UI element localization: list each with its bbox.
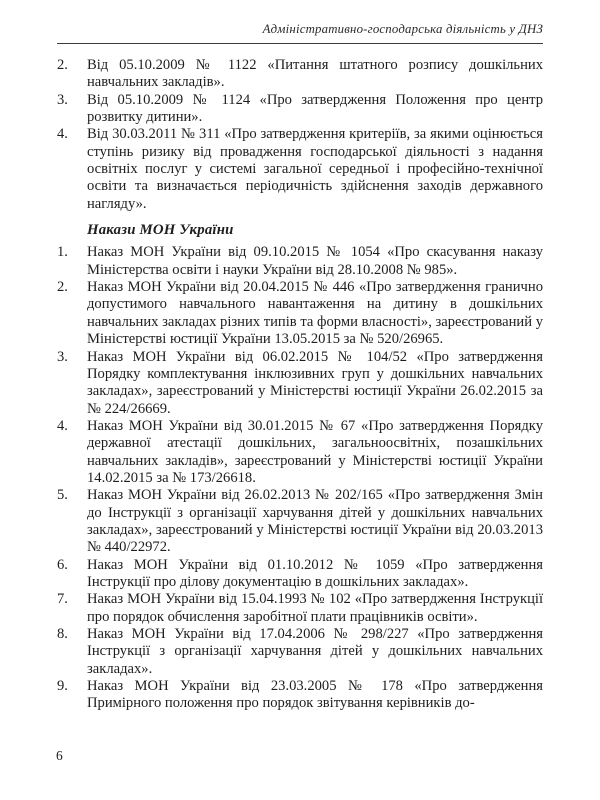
- list-item-text: Наказ МОН України від 09.10.2015 № 1054 «Про скасування наказу Міністерства освіти і науки України від 28.10.2008 № 985».: [87, 244, 543, 278]
- list-item-number: 6.: [57, 556, 68, 573]
- list-item: [57, 557, 543, 592]
- list-item-number: 2.: [57, 279, 68, 296]
- list-item: [57, 279, 543, 348]
- list-item: [57, 244, 543, 279]
- list-item-text: Наказ МОН України від 01.10.2012 № 1059 «Про затвердження Інструкції про ділову документацію в дошкільних закладах».: [87, 556, 543, 590]
- list-item-number: 3.: [57, 348, 68, 365]
- list-item-text: Наказ МОН України від 06.02.2015 № 104/52 «Про затвердження Порядку комплектування інклюзивних груп у дошкільних навчальних закладах», зареєстрований у Міністерстві юстиції України 26.02.2015 за № 224/26669.: [87, 348, 543, 417]
- list-item-text: Наказ МОН України від 26.02.2013 № 202/165 «Про затвердження Змін до Інструкції з організації харчування дітей у дошкільних навчальних закладах», зареєстрований у Міністерстві юстиції України від 20.03.2013 № 440/22972.: [87, 487, 543, 556]
- list-item-text: Від 30.03.2011 № 311 «Про затвердження критеріїв, за якими оцінюється ступінь ризику від провадження господарської діяльності з надання освітніх послуг у системі загальної середньої і професійно-технічної освіти та визначається періодичність здійснення заходів державного нагляду».: [87, 126, 543, 212]
- list-item: [57, 678, 543, 713]
- list-item-text: Наказ МОН України від 20.04.2015 № 446 «Про затвердження гранично допустимого навчального навантаження на дитину в дошкільних навчальних закладах різних типів та форми власності», зареєстрований у Міністерстві юстиції України 13.05.2015 за № 520/26965.: [87, 279, 543, 348]
- list-item-number: 8.: [57, 626, 68, 642]
- list-item-number: 3.: [57, 91, 68, 108]
- list-item: [57, 349, 543, 418]
- list-item: [57, 418, 543, 487]
- list-item-text: Від 05.10.2009 № 1124 «Про затвердження Положення про центр розвитку дитини».: [87, 91, 543, 126]
- orders-continued-list: [57, 57, 543, 213]
- list-item-text: Наказ МОН України від 15.04.1993 № 102 «Про затвердження Інструкції про порядок обчислення заробітної плати працівників освіти».: [87, 591, 543, 625]
- list-item: [57, 92, 543, 127]
- list-item: [57, 126, 543, 213]
- list-item-number: 7.: [57, 591, 68, 608]
- list-item-text: Наказ МОН України від 23.03.2005 № 178 «Про затвердження Примірного положення про порядок звітування керівників до-: [87, 678, 543, 712]
- list-item-text: Наказ МОН України від 30.01.2015 № 67 «Про затвердження Порядку державної атестації дошкільних, загальноосвітніх, позашкільних навчальних закладів», зареєстрований у Міністерстві юстиції України 14.02.2015 за № 173/26618.: [87, 417, 543, 486]
- list-item-number: 5.: [57, 487, 68, 504]
- running-header: [57, 22, 543, 37]
- list-item-text: Наказ МОН України від 17.04.2006 № 298/227 «Про затвердження Інструкції з організації харчування дітей у дошкільних навчальних закладах».: [87, 626, 543, 677]
- mon-orders-list: [57, 244, 543, 712]
- list-item: [57, 591, 543, 626]
- section-heading: Накази МОН України: [87, 222, 234, 239]
- list-item-text: Від 05.10.2009 № 1122 «Питання штатного розпису дошкільних навчальних закладів».: [87, 57, 543, 91]
- list-item: [57, 57, 543, 92]
- list-item-number: 9.: [57, 678, 68, 695]
- list-item-number: 1.: [57, 244, 68, 261]
- running-header-title: Адміністративно-господарська діяльність у ДНЗ: [262, 22, 543, 36]
- list-item: [57, 487, 543, 556]
- list-item-number: 2.: [57, 57, 68, 73]
- list-item-number: 4.: [57, 417, 68, 434]
- page-number: 6: [56, 748, 63, 763]
- list-item-number: 4.: [57, 126, 68, 143]
- header-rule: [57, 43, 543, 44]
- list-item: [57, 626, 543, 678]
